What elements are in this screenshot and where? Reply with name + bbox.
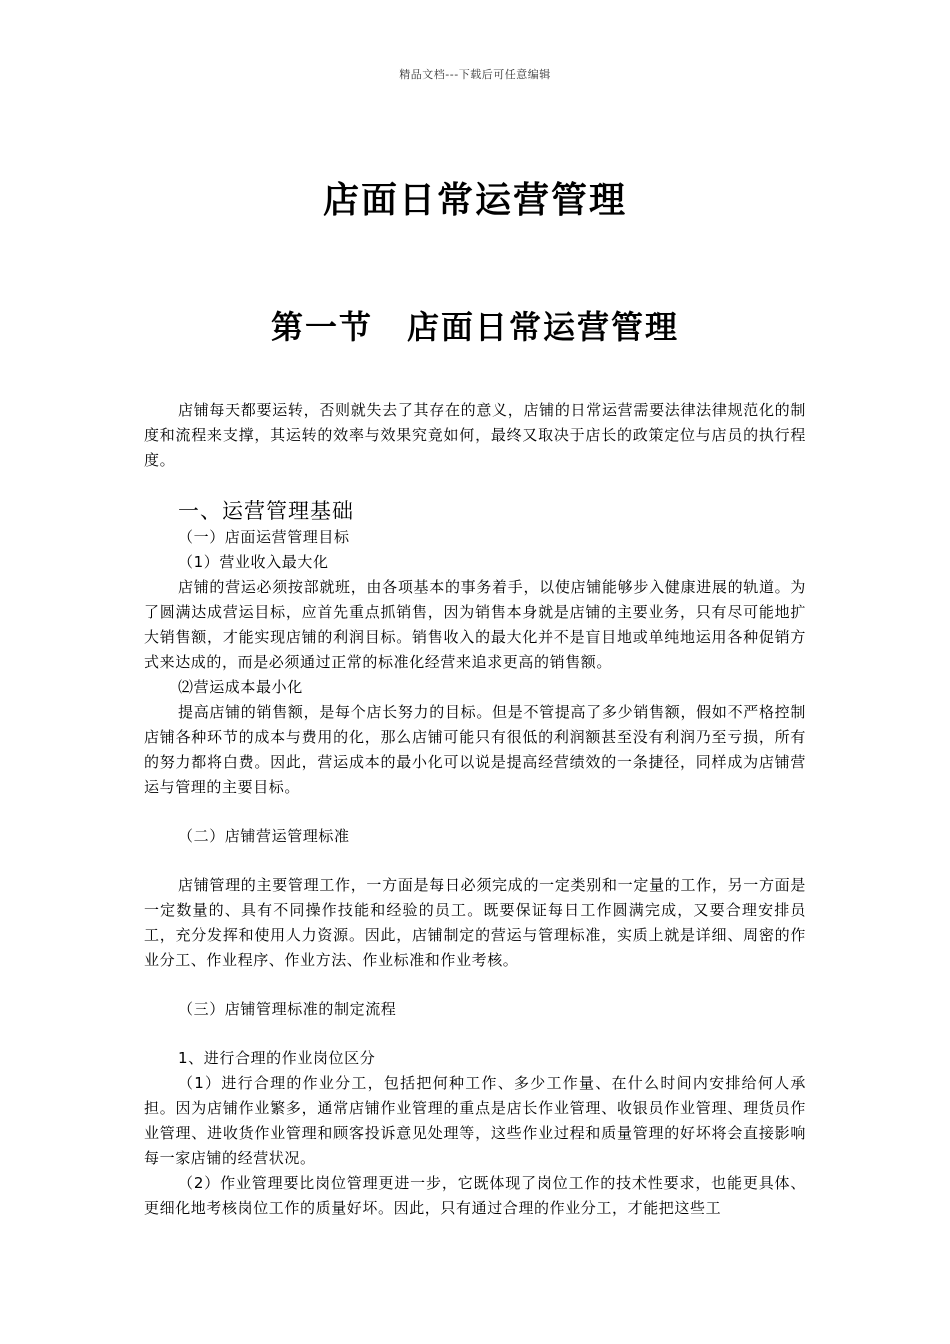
step1-paragraph-1: （1）进行合理的作业分工，包括把何种工作、多少工作量、在什么时间内安排给何人承担。因为店铺作业繁多，通常店铺作业管理的重点是店长作业管理、收银员作业管理、理货员作业管理、进收货作业管理和顾客投诉意见处理等，这些作业过程和质量管理的好坏将会直接影响每一家店铺的经营状况。 <box>144 1074 806 1167</box>
sub1-heading: （一）店面运营管理目标 <box>178 528 350 546</box>
step1-heading: 1、进行合理的作业岗位区分 <box>178 1049 376 1067</box>
item2-heading: ⑵营运成本最小化 <box>178 678 303 696</box>
step1-paragraph-2: （2）作业管理要比岗位管理更进一步，它既体现了岗位工作的技术性要求，也能更具体、更细化地考核岗位工作的质量好坏。因此，只有通过合理的作业分工，才能把这些工 <box>144 1174 806 1217</box>
section-title: 第一节 店面日常运营管理 <box>270 308 679 346</box>
intro-paragraph: 店铺每天都要运转，否则就失去了其存在的意义，店铺的日常运营需要法律法律规范化的制度和流程来支撑，其运转的效率与效果究竟如何，最终又取决于店长的政策定位与店员的执行程度。 <box>144 401 806 469</box>
item2-paragraph: 提高店铺的销售额，是每个店长努力的目标。但是不管提高了多少销售额，假如不严格控制店铺各种环节的成本与费用的化，那么店铺可能只有很低的利润额甚至没有利润乃至亏损，所有的努力都将白费。因此，营运成本的最小化可以说是提高经营绩效的一条捷径，同样成为店铺营运与管理的主要目标。 <box>144 703 806 796</box>
document-body <box>144 398 806 1221</box>
sub2-paragraph: 店铺管理的主要管理工作，一方面是每日必须完成的一定类别和一定量的工作，另一方面是一定数量的、具有不同操作技能和经验的员工。既要保证每日工作圆满完成，又要合理安排员工，充分发挥和使用人力资源。因此，店铺制定的营运与管理标准，实质上就是详细、周密的作业分工、作业程序、作业方法、作业标准和作业考核。 <box>144 876 806 969</box>
item1-paragraph: 店铺的营运必须按部就班，由各项基本的事务着手，以使店铺能够步入健康进展的轨道。为了圆满达成营运目标，应首先重点抓销售，因为销售本身就是店铺的主要业务，只有尽可能地扩大销售额，才能实现店铺的利润目标。销售收入的最大化并不是盲目地或单纯地运用各种促销方式来达成的，而是必须通过正常的标准化经营来追求更高的销售额。 <box>144 578 806 671</box>
sub3-heading: （三）店铺管理标准的制定流程 <box>178 1000 397 1018</box>
sub2-heading: （二）店铺营运管理标准 <box>178 827 350 845</box>
document-title: 店面日常运营管理 <box>322 180 627 221</box>
part1-heading: 一、运营管理基础 <box>178 499 354 523</box>
header-note: 精品文档---下载后可任意编辑 <box>399 68 551 81</box>
item1-heading: （1）营业收入最大化 <box>178 553 329 571</box>
